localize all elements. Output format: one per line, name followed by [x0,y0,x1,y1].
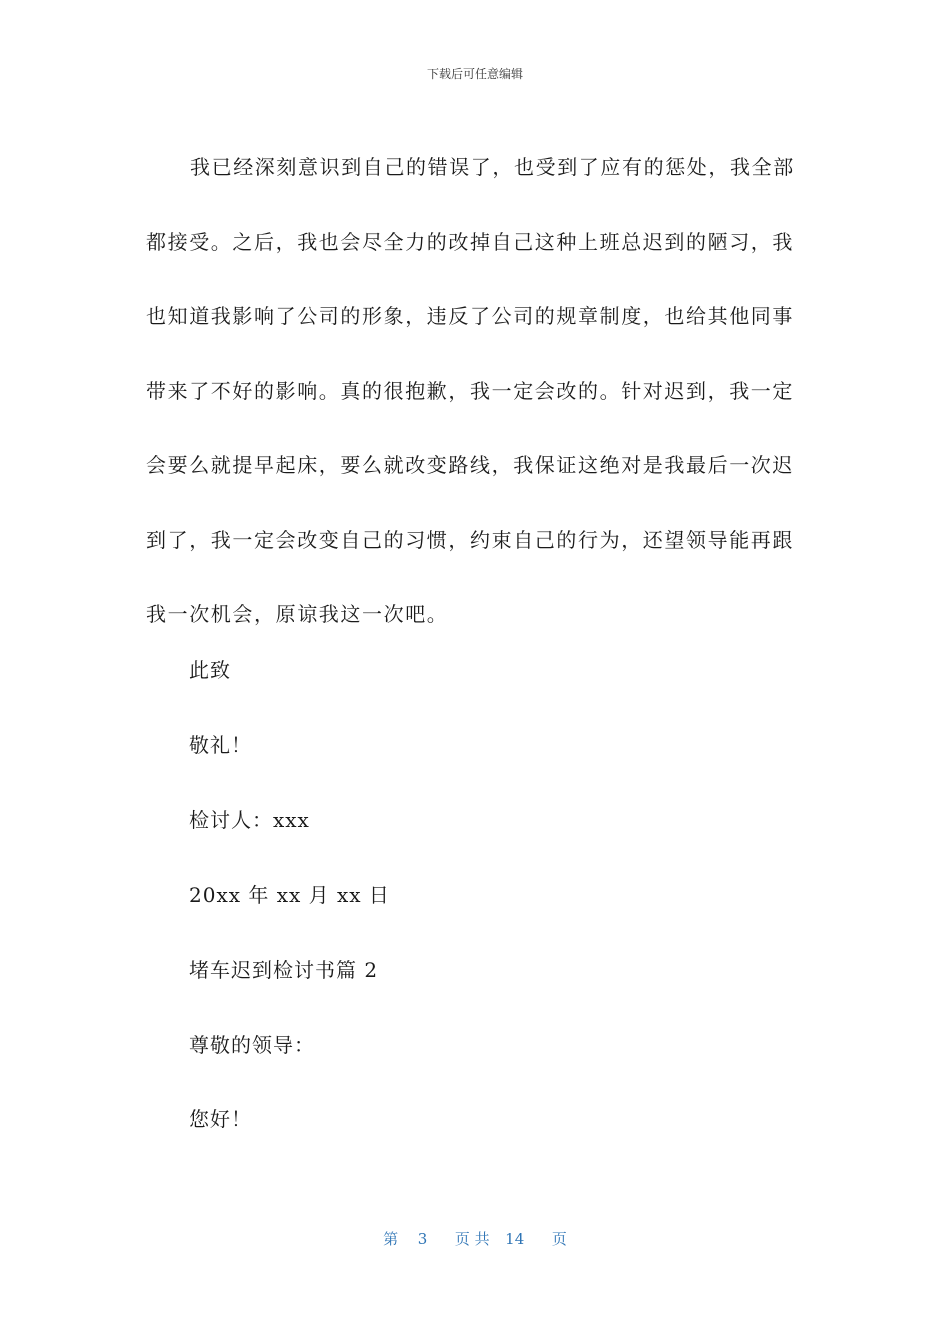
greeting-line: 您好！ [189,1107,252,1131]
salutation-line: 尊敬的领导： [189,1033,315,1057]
closing-line-2: 敬礼！ [189,733,252,757]
date-line: 20xx 年 xx 月 xx 日 [189,883,390,907]
page-footer [0,1229,950,1249]
body-paragraph: 我已经深刻意识到自己的错误了，也受到了应有的惩处，我全部都接受。之后，我也会尽全力的改掉自己这种上班总迟到的陋习，我也知道我影响了公司的形象，违反了公司的规章制度，也给其他同事带来了不好的影响。真的很抱歉，我一定会改的。针对迟到，我一定会要么就提早起床，要么就改变路线，我保证这绝对是我最后一次迟到了，我一定会改变自己的习惯，约束自己的行为，还望领导能再跟我一次机会，原谅我这一次吧。 [146,155,795,626]
footer-suffix: 页 [551,1230,567,1248]
footer-page-number: 3 [417,1230,428,1248]
closing-line-1: 此致 [189,658,231,682]
footer-middle: 页 共 [454,1230,490,1248]
footer-total-pages: 14 [505,1230,525,1248]
footer-prefix: 第 [383,1230,399,1248]
signer-line: 检讨人：xxx [189,808,310,832]
section-title: 堵车迟到检讨书篇 2 [189,958,379,982]
page-header: 下载后可任意编辑 [426,67,523,81]
